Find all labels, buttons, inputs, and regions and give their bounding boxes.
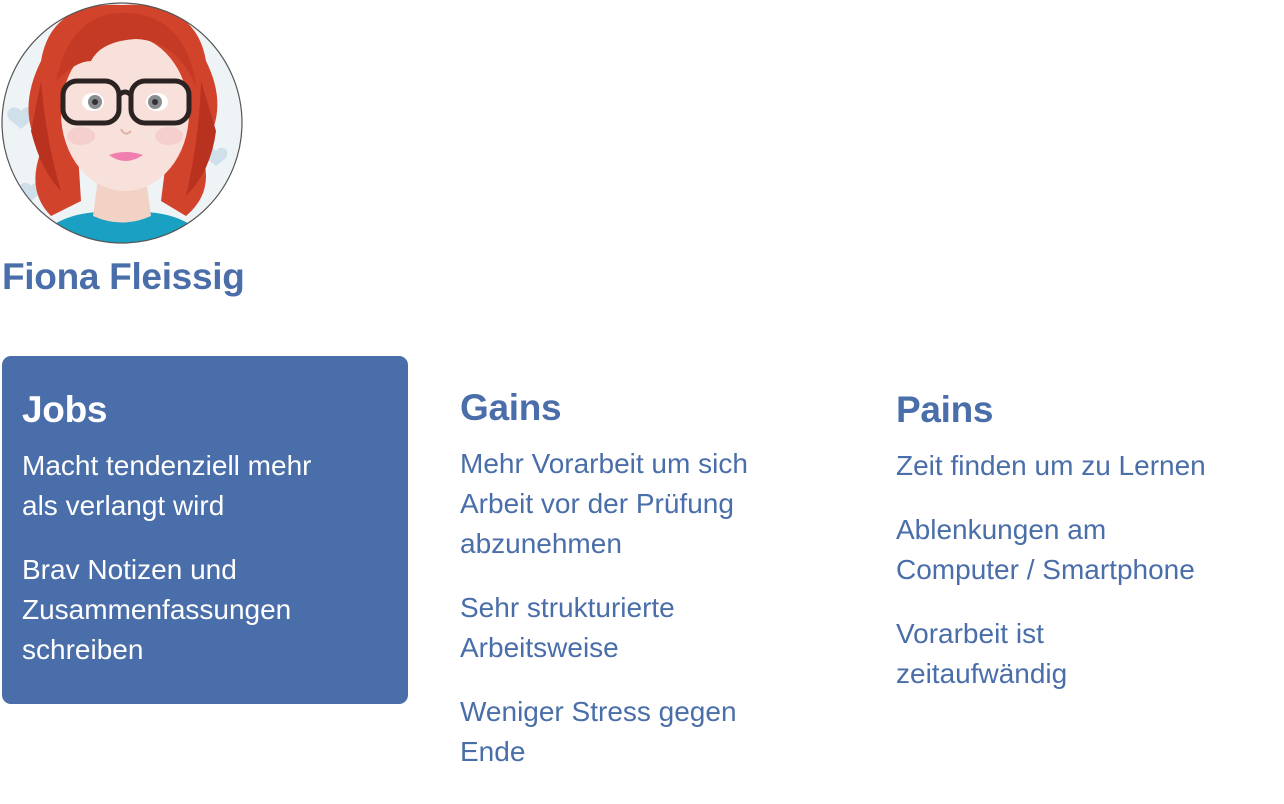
gains-item bbox=[460, 692, 860, 772]
jobs-item-line: Macht tendenziell mehr bbox=[22, 450, 312, 481]
gains-item-line: Mehr Vorarbeit um sich bbox=[460, 448, 748, 479]
gains-item bbox=[460, 444, 860, 564]
pains-item-line: Zeit finden um zu Lernen bbox=[896, 450, 1206, 481]
pains-item-line: Ablenkungen am bbox=[896, 514, 1107, 545]
gains-column bbox=[460, 386, 860, 796]
pains-item bbox=[896, 510, 1276, 590]
gains-item-line: Sehr strukturierte bbox=[460, 592, 675, 623]
gains-item-line: Weniger Stress gegen bbox=[460, 696, 737, 727]
jobs-list bbox=[22, 446, 388, 670]
persona-name: Fiona Fleissig bbox=[2, 256, 245, 297]
pains-item-line: zeitaufwändig bbox=[896, 658, 1068, 689]
gains-item-line: Arbeitsweise bbox=[460, 632, 619, 663]
gains-title: Gains bbox=[460, 387, 562, 428]
gains-list bbox=[460, 444, 860, 772]
jobs-card bbox=[2, 356, 408, 704]
jobs-item-line: Zusammenfassungen bbox=[22, 594, 292, 625]
pains-item-line: Computer / Smartphone bbox=[896, 554, 1195, 585]
pains-title: Pains bbox=[896, 389, 994, 430]
pains-item-line: Vorarbeit ist bbox=[896, 618, 1044, 649]
gains-item-line: Arbeit vor der Prüfung bbox=[460, 488, 734, 519]
gains-item-line: Ende bbox=[460, 736, 526, 767]
jobs-item bbox=[22, 550, 388, 670]
pains-column bbox=[896, 388, 1276, 718]
pains-list bbox=[896, 446, 1276, 694]
pains-item bbox=[896, 614, 1276, 694]
jobs-title: Jobs bbox=[22, 389, 108, 430]
jobs-item-line: als verlangt wird bbox=[22, 490, 225, 521]
jobs-item-line: Brav Notizen und bbox=[22, 554, 237, 585]
gains-item-line: abzunehmen bbox=[460, 528, 622, 559]
pains-item bbox=[896, 446, 1276, 486]
jobs-item bbox=[22, 446, 388, 526]
gains-item bbox=[460, 588, 860, 668]
avatar-illustration-icon bbox=[1, 1, 243, 245]
persona-avatar bbox=[1, 1, 243, 245]
jobs-item-line: schreiben bbox=[22, 634, 144, 665]
